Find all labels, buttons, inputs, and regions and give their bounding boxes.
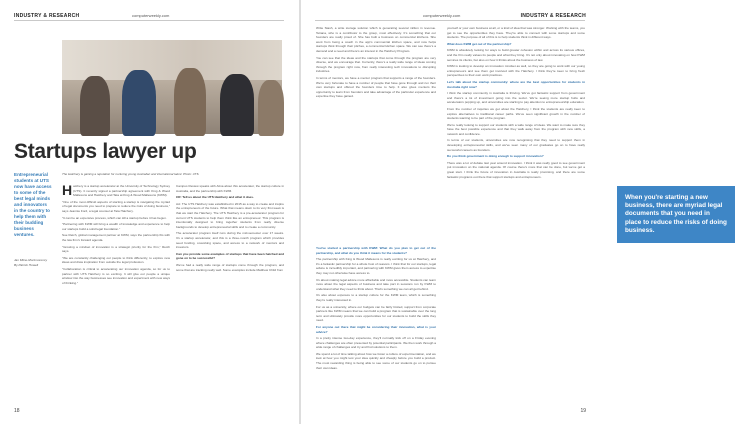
byline-photo: By Patrick Howell	[14, 263, 39, 267]
paragraph: "Collaboration is critical to accelerating our innovation agenda, so for us to partner with UTS Hatchery is so exciting. It will give our people a unique window into the way businesses see innovation and experiment with new ways of thinking."	[62, 266, 170, 285]
interview-question: Let's talk about the startup community: where are the best opportunities for students in Australia right now?	[447, 79, 585, 89]
paragraph: For us as a university, where our budgets can be fairly limited, support from corporate partners like KWM means that we can build a program that is sustainable over the long term and ultimately provide more opportunities for our students to build the skills they need.	[316, 304, 436, 323]
paragraph: We spend a lot of time talking about how we foster a culture of experimentation, and we look at how you might test your idea quickly and cheaply before you build a product. The most rewarding thing is being able to see some of our students go on to pursue their own ideas.	[316, 351, 436, 370]
paragraph: I think the startup community in Australia is thriving. We've got fantastic support from government and there's a lot of investment going into the sector. We're seeing more startup hubs and accelerators popping up, and universities are starting to pay attention to entrepreneurship education.	[447, 91, 585, 105]
left-page	[0, 0, 299, 424]
paragraph: In terms of mentors, we have a mentor program that supports a range of the founders. We're very fortunate to have a number of people that have gone through and run their own startups and offered the founders time to help. It also gives mentors the opportunity to learn from founders and take advantage of the particular experience and expertise they have gained.	[316, 75, 436, 99]
interview-question: CR: Tell us about the UTS Hatchery and what it does.	[176, 195, 254, 200]
photo-caption: The Hatchery is gaining a reputation for nurturing young Australian and international talent. Photo: UTS	[62, 172, 199, 176]
paragraph: "We are constantly challenging our people to think differently, to explore new ideas and draw inspiration from outside the legal profession.	[62, 255, 170, 265]
column-right-1-top	[316, 26, 436, 184]
paragraph: In terms of our students, universities are now recognising that they need to support them in developing entrepreneurial skills, and we've seen many of our graduates go on to have really successful careers as founders.	[447, 138, 585, 152]
paragraph: "It can be an expensive process, which can kill a startup before it has begun.	[62, 215, 167, 220]
website-header: computerweekly.com	[132, 13, 170, 18]
paragraph: We're really looking to support our students with a wide range of ideas. We want to make sure they have the best possible experience and that they walk away from the program with new skills, a network and confidence.	[447, 122, 585, 136]
paragraph: Sue Reich, global management partner at KWM, says the partnership fits with the law firm's forward agenda.	[62, 233, 170, 242]
byline-author: Jan Milne-Montmorency	[14, 258, 48, 262]
interview-question: Can you provide some examples of startups that have been hatched and gone on to be successful?	[176, 251, 284, 261]
paragraph: In a pretty intense two-day experience, they'll normally kick off on a Friday evening where challenges are often presented by potential participants. We then work through a wide range of challenges and try and find solutions to them.	[316, 336, 436, 350]
paragraph: There was a lot of debate last year around innovation. I think it was really good to see government put innovation on the national agenda. Of course there's more that can be done, but we've got a great start. I think the future of innovation in Australia is really promising, and there are some fantastic programs out there that support startups and entrepreneurs.	[447, 160, 585, 179]
paragraph: AA: The UTS Hatchery was established in 2015 as a way to create and inspire the entrepreneurs of the future. What that means down to its very first week is that we start the Hatchery. The UTS Hatchery is a pre-accelerator program for current UTS students to help them think like an entrepreneur. This program is intentionally designed to bring together students from really diverse backgrounds to develop entrepreneurial skills and to create a community.	[176, 201, 284, 229]
paragraph: The accelerator program itself runs during the mid-semester over 17 weeks. It's a startup accelerator, and this is a three-month program which provides seed funding, coworking space, and access to a network of mentors and investors.	[176, 231, 284, 250]
header-rule	[14, 20, 284, 21]
paragraph: You can see that the ideas and the startups that come through the program are very diverse, and we encourage that. Currently, there's a really wide range of ideas coming through the program right now, from really interesting tech innovations to disrupting industries.	[316, 55, 436, 74]
interview-question: Do you think government is doing enough to support innovation?	[447, 154, 544, 159]
interview-question: For anyone out there that might be considering their innovation, what is your advice?	[316, 324, 436, 334]
paragraph: Campus Review speaks with Alina about this accelerator, the startup culture in Australia, and the partnership with KWM.	[176, 184, 284, 193]
paragraph: KWM is looking to develop an innovation mindset as well, so they are going to work with our young entrepreneurs and see them get involved with the Hatchery. I think they're keen to bring fresh perspectives to their own work practices.	[447, 64, 585, 78]
header-rule	[315, 20, 585, 21]
paragraph: atchery is a startup accelerator at the University of Technology Sydney (UTS). It recently signed a partnership agreement with King & Wood Mallesons and Hatchery and Tata at King & Wood Mallesons (KWM).	[73, 184, 170, 198]
section-header: INDUSTRY & RESEARCH	[14, 13, 80, 19]
column-right-1-bottom	[316, 246, 436, 411]
column-right-2	[447, 26, 585, 411]
section-header: INDUSTRY & RESEARCH	[520, 13, 586, 19]
drop-cap: H	[62, 182, 73, 198]
page-number: 18	[14, 408, 20, 414]
column-left-2	[176, 184, 284, 274]
article-headline: Startups lawyer up	[14, 140, 197, 163]
paragraph: KWM is absolutely looking for ways to build greater cohesion within and across its various offices, and the firm really values its people and what they bring. It's not only about innovating on how KWM services its clients, but also on how it thinks about the business of law.	[447, 48, 585, 62]
interview-question: You've started a partnership with KWM: What do you plan to get out of the partnership, and what do you think it means for the students?	[316, 246, 436, 255]
paragraph: The partnership with King & Wood Mallesons is really exciting for us at Hatchery, and it's a fantastic partnership for a whole host of reasons. I think that for our startups, legal advice is incredibly important, and partnering with KWM gives them access to expertise they may not otherwise have access to.	[316, 257, 436, 275]
column-left-1	[62, 184, 170, 287]
paragraph: It's about making legal advice more affordable and more accessible. Students can learn more about the legal aspects of business and take part in sessions run by KWM to understand what they need to think about. That's something we can all get behind.	[316, 277, 436, 291]
paragraph: We've had a really wide range of startups come through the program, and some that are tracking really well. Some examples include Matthew Child from	[176, 262, 284, 272]
right-page	[301, 0, 727, 424]
paragraph: From the number of inquiries we get about the Hatchery, I think the students are really keen to explore alternatives to traditional career paths. We've seen significant growth in the number of students wanting to be part of the program.	[447, 106, 585, 121]
paragraph: "One of the most difficult aspects of starting a startup is navigating the myriad of legal documents you need to prepare to reduce the risks of doing business," says Jeannie Ford, a legal counsel at Tata Hatchery.	[62, 199, 170, 213]
paragraph: Write Stash, a write storage solution which is generating several million in revenue. Tetiana, who is a contributor to the group, most effectively. It's something that our founders are really proud of. She has built a business on commercial kitchens. She went from being a coach in the app's commercial kitchen space, and now helps startups think through their pitches, a commercial kitchen space. We can see there's a demand and a need and there's an interest in the Hatchery Program.	[316, 26, 436, 53]
paragraph: It's also about exposure to a startup culture for the KWM team, which is something they're really interested in.	[316, 293, 436, 302]
interview-question: What does KWM get out of the partnership?	[447, 41, 512, 46]
intro-standfirst: Entrepreneurial students at UTS now have access to some of the best legal minds and innovators in the country to help them with their budding business ventures.	[14, 172, 52, 237]
hero-photo	[62, 40, 282, 134]
website-header: computerweekly.com	[423, 13, 461, 18]
paragraph: yourself or your own business at all, or a kind of idea that was stronger. Working with the teams, you get to see the opportunities they have. They're able to connect with some startups and some students. The purpose of all of this is to help students think in different ways.	[447, 26, 585, 40]
paragraph: "Partnering with KWM will bring a wealth of knowledge and experience to help our startups build a solid legal foundation."	[62, 222, 170, 231]
paragraph: "Growing a mindset of innovation is a strategic priority for the firm," Reich says.	[62, 244, 170, 254]
pull-quote: When you're starting a new business, there are myriad legal documents that you need in place to reduce the risks of doing business.	[617, 186, 735, 243]
page-number: 19	[580, 408, 586, 414]
